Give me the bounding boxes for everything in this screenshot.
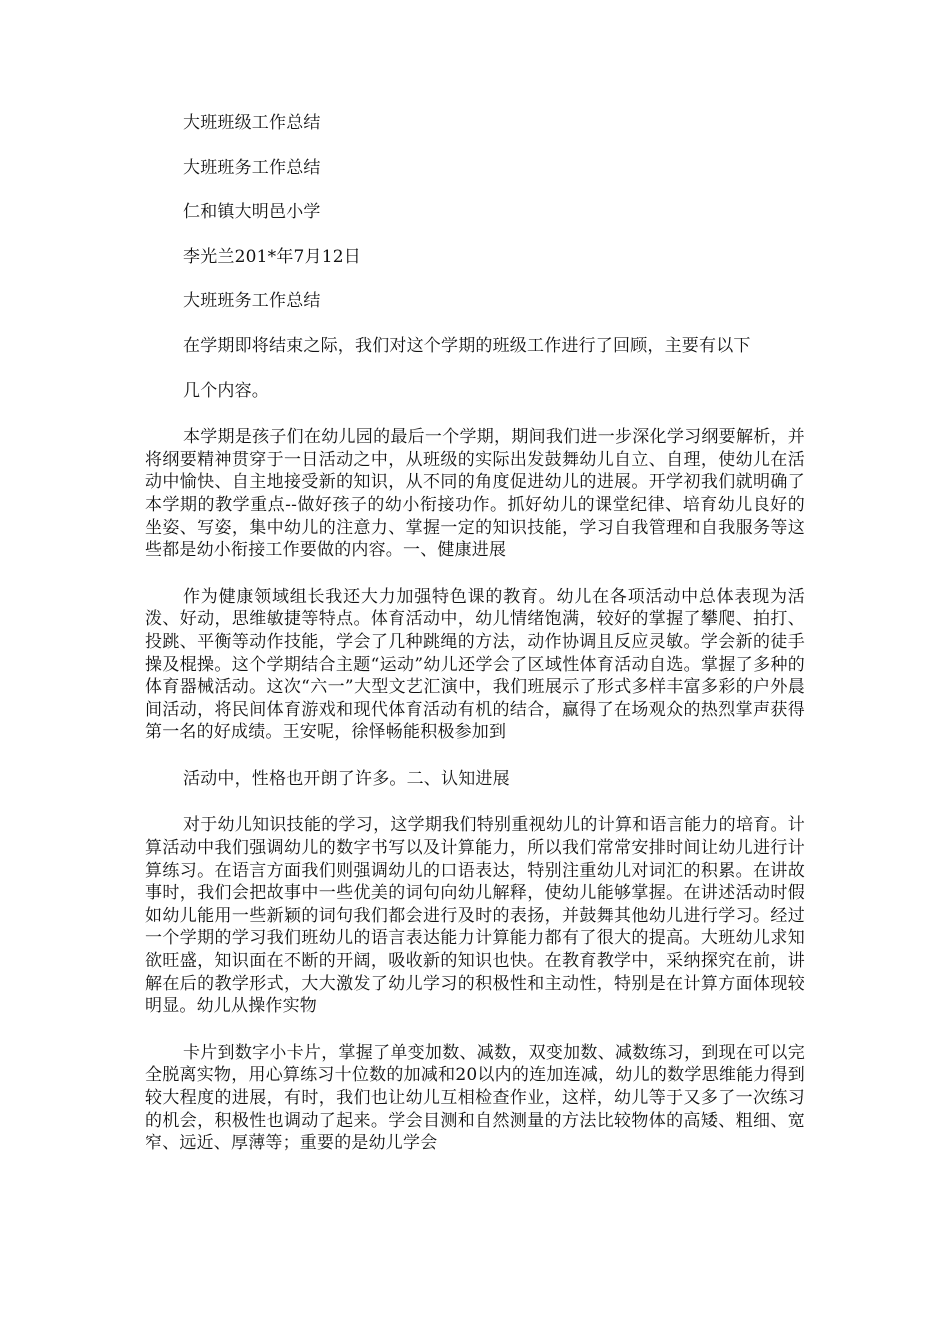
paragraph-intro-continued: 几个内容。 (183, 380, 269, 401)
doc-subtitle: 大班班务工作总结 (183, 157, 321, 178)
doc-title: 大班班级工作总结 (183, 113, 321, 133)
author-date: 李光兰201*年7月12日 (183, 246, 361, 267)
section-heading: 大班班务工作总结 (183, 291, 321, 312)
document-page (145, 112, 805, 1155)
paragraph-health-continued: 活动中，性格也开朗了许多。二、认知进展 (183, 768, 510, 789)
paragraph-intro: 在学期即将结束之际，我们对这个学期的班级工作进行了回顾，主要有以下 (183, 335, 751, 356)
paragraph-health: 作为健康领域组长我还大力加强特色课的教育。幼儿在各项活动中总体表现为活泼、好动，思维敏捷等特点。体育活动中，幼儿情绪饱满，较好的掌握了攀爬、拍打、投跳、平衡等动作技能，学会了几种跳绳的方法，动作协调且反应灵敏。学会新的徒手操及棍操。这个学期结合主题“运动”幼儿还学会了区域性体育活动自选。掌握了多种的体育器械活动。这次“六一”大型文艺汇演中，我们班展示了形式多样丰富多彩的户外晨间活动，将民间体育游戏和现代体育活动有机的结合，赢得了在场观众的热烈掌声获得第一名的好成绩。王安呢，徐怿畅能积极参加到 (145, 586, 805, 743)
paragraph-math: 卡片到数字小卡片，掌握了单变加数、减数，双变加数、减数练习，到现在可以完全脱离实物，用心算练习十位数的加减和20以内的连加连减，幼儿的数学思维能力得到较大程度的进展，有时，我们也让幼儿互相检查作业，这样，幼儿等于又多了一次练习的机会，积极性也调动了起来。学会目测和自然测量的方法比较物体的高矮、粗细、宽窄、远近、厚薄等；重要的是幼儿学会 (145, 1042, 805, 1154)
paragraph-semester: 本学期是孩子们在幼儿园的最后一个学期，期间我们进一步深化学习纲要解析，并将纲要精神贯穿于一日活动之中，从班级的实际出发鼓舞幼儿自立、自理，使幼儿在活动中愉快、自主地接受新的知识，从不同的角度促进幼儿的进展。开学初我们就明确了本学期的教学重点--做好孩子的幼小衔接功作。抓好幼儿的课堂纪律、培育幼儿良好的坐姿、写姿，集中幼儿的注意力、掌握一定的知识技能，学习自我管理和自我服务等这些都是幼小衔接工作要做的内容。一、健康进展 (145, 427, 805, 561)
school-name: 仁和镇大明邑小学 (183, 202, 321, 223)
paragraph-cognition: 对于幼儿知识技能的学习，这学期我们特别重视幼儿的计算和语言能力的培育。计算活动中我们强调幼儿的数字书写以及计算能力，所以我们常常安排时间让幼儿进行计算练习。在语言方面我们则强调幼儿的口语表达，特别注重幼儿对词汇的积累。在讲故事时，我们会把故事中一些优美的词句向幼儿解释，使幼儿能够掌握。在讲述活动时假如幼儿能用一些新颖的词句我们都会进行及时的表扬，并鼓舞其他幼儿进行学习。经过一个学期的学习我们班幼儿的语言表达能力计算能力都有了很大的提高。大班幼儿求知欲旺盛，知识面在不断的开阔，吸收新的知识也快。在教育教学中，采纳探究在前，讲解在后的教学形式，大大激发了幼儿学习的积极性和主动性，特别是在计算方面体现较明显。幼儿从操作实物 (145, 815, 805, 1017)
